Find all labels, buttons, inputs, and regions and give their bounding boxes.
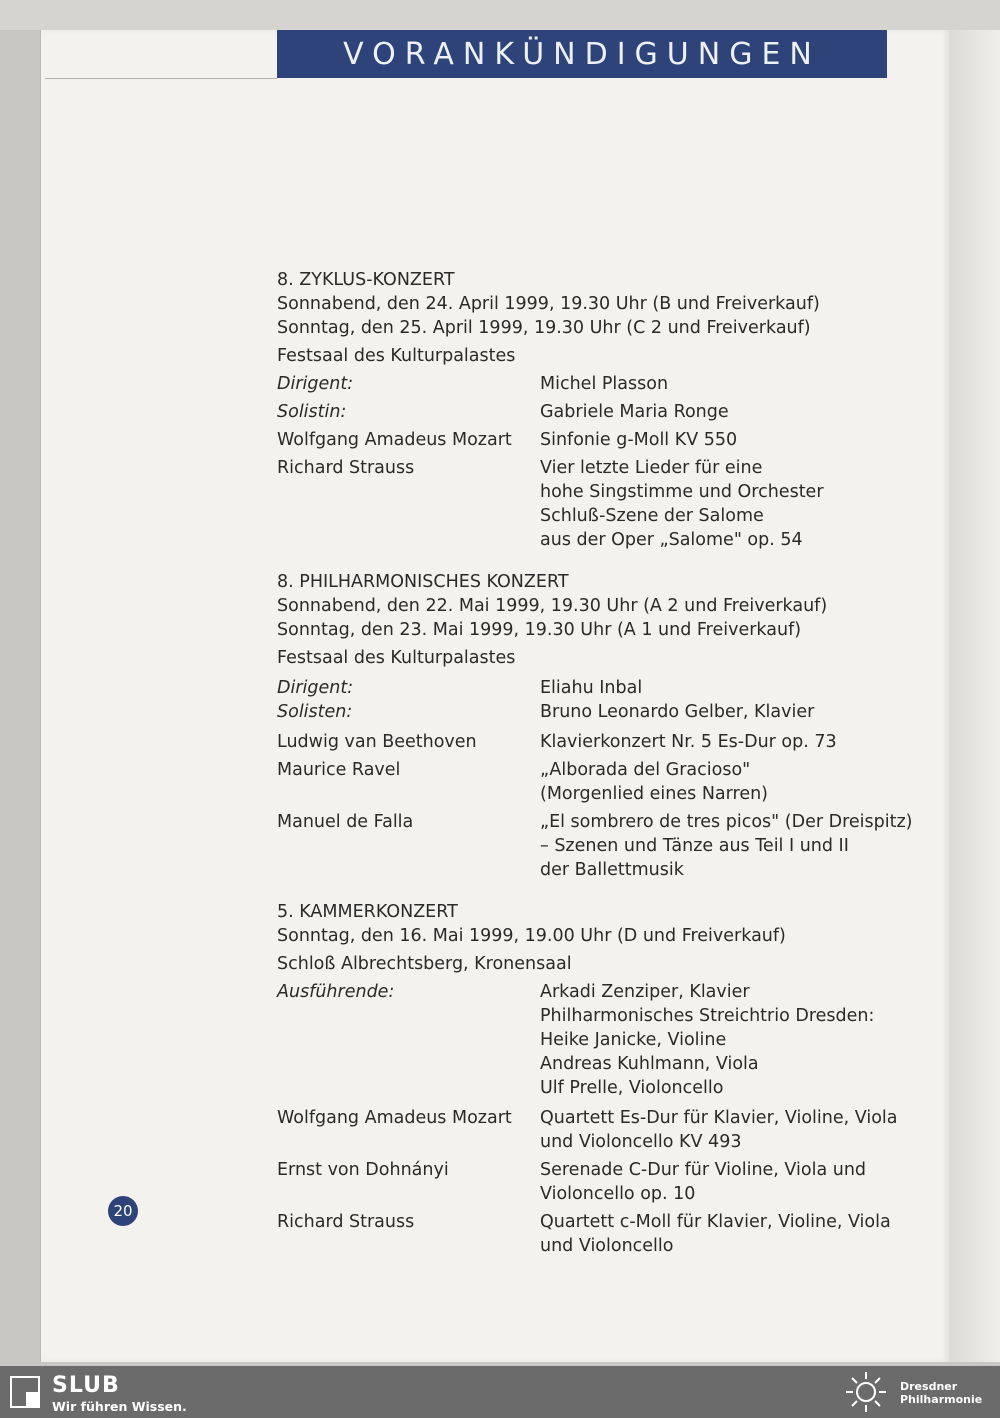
concert-date: Sonnabend, den 22. Mai 1999, 19.30 Uhr (A 2 und Freiverkauf)	[277, 596, 828, 616]
program-row	[277, 1234, 937, 1258]
concert-section	[277, 570, 937, 882]
program-row	[277, 1076, 937, 1100]
program-row	[277, 782, 937, 806]
partner-line: Dresdner	[900, 1380, 958, 1393]
composer-name: Ludwig van Beethoven	[277, 732, 477, 752]
composer-name: Wolfgang Amadeus Mozart	[277, 1108, 512, 1128]
work-title: „Alborada del Gracioso"	[540, 760, 751, 780]
program-row	[277, 980, 937, 1004]
work-title: Sinfonie g-Moll KV 550	[540, 430, 738, 450]
concert-venue: Festsaal des Kulturpalastes	[277, 648, 516, 668]
work-title: Vier letzte Lieder für eine	[540, 458, 763, 478]
scan-top-edge	[0, 0, 1000, 30]
page-number: 20	[113, 1202, 133, 1220]
program-row	[277, 700, 937, 724]
partner-name	[900, 1380, 982, 1406]
program-row	[277, 1106, 937, 1130]
concert-date: Sonntag, den 25. April 1999, 19.30 Uhr (C 2 und Freiverkauf)	[277, 318, 811, 338]
program-label: Dirigent:	[277, 678, 354, 698]
program-value: Bruno Leonardo Gelber, Klavier	[540, 702, 815, 722]
program-value: Gabriele Maria Ronge	[540, 402, 729, 422]
program-row	[277, 758, 937, 782]
program-label: Dirigent:	[277, 374, 354, 394]
announcements	[277, 268, 937, 1276]
work-title: Quartett Es-Dur für Klavier, Violine, Viola	[540, 1108, 898, 1128]
concert-venue: Festsaal des Kulturpalastes	[277, 346, 516, 366]
work-title: Schluß-Szene der Salome	[540, 506, 764, 526]
composer-name: Wolfgang Amadeus Mozart	[277, 430, 512, 450]
program-value: Eliahu Inbal	[540, 678, 643, 698]
next-page-edge	[948, 30, 1000, 1362]
work-title: und Violoncello KV 493	[540, 1132, 742, 1152]
concert-title: 5. KAMMERKONZERT	[277, 902, 458, 922]
composer-name: Maurice Ravel	[277, 760, 401, 780]
philharmonie-logo-icon[interactable]	[840, 1370, 892, 1414]
program-value: Arkadi Zenziper, Klavier	[540, 982, 750, 1002]
work-title: Quartett c-Moll für Klavier, Violine, Viola	[540, 1212, 891, 1232]
header-rule	[45, 78, 277, 79]
work-title: „El sombrero de tres picos" (Der Dreispitz)	[540, 812, 913, 832]
program-row	[277, 676, 937, 700]
program-row	[277, 504, 937, 528]
concert-section	[277, 268, 937, 552]
program-row	[277, 1182, 937, 1206]
work-title: (Morgenlied eines Narren)	[540, 784, 769, 804]
work-title: Violoncello op. 10	[540, 1184, 696, 1204]
concert-date: Sonntag, den 16. Mai 1999, 19.00 Uhr (D und Freiverkauf)	[277, 926, 786, 946]
program-row	[277, 480, 937, 504]
work-title: – Szenen und Tänze aus Teil I und II	[540, 836, 849, 856]
composer-name: Manuel de Falla	[277, 812, 414, 832]
program-label: Solisten:	[277, 702, 353, 722]
page-title: VORANKÜNDIGUNGEN	[343, 36, 821, 72]
work-title: und Violoncello	[540, 1236, 674, 1256]
program-row	[277, 1130, 937, 1154]
program-value: Ulf Prelle, Violoncello	[540, 1078, 724, 1098]
work-title: aus der Oper „Salome" op. 54	[540, 530, 803, 550]
program-label: Solistin:	[277, 402, 347, 422]
program-row	[277, 1004, 937, 1028]
work-title: hohe Singstimme und Orchester	[540, 482, 824, 502]
brochure-page	[40, 30, 949, 1362]
program-row	[277, 858, 937, 882]
concert-section	[277, 900, 937, 1258]
composer-name: Richard Strauss	[277, 1212, 415, 1232]
program-value: Andreas Kuhlmann, Viola	[540, 1054, 759, 1074]
program-row	[277, 834, 937, 858]
program-value: Michel Plasson	[540, 374, 669, 394]
concert-venue: Schloß Albrechtsberg, Kronensaal	[277, 954, 572, 974]
program-row	[277, 730, 937, 754]
library-name[interactable]: SLUB	[52, 1373, 120, 1398]
program-row	[277, 810, 937, 834]
program-row	[277, 1158, 937, 1182]
composer-name: Ernst von Dohnányi	[277, 1160, 449, 1180]
program-row	[277, 372, 937, 396]
program-row	[277, 1028, 937, 1052]
concert-title: 8. PHILHARMONISCHES KONZERT	[277, 572, 569, 592]
partner-line: Philharmonie	[900, 1393, 983, 1406]
program-row	[277, 400, 937, 424]
program-row	[277, 456, 937, 480]
concert-date: Sonntag, den 23. Mai 1999, 19.30 Uhr (A 1 und Freiverkauf)	[277, 620, 802, 640]
work-title: der Ballettmusik	[540, 860, 684, 880]
work-title: Klavierkonzert Nr. 5 Es-Dur op. 73	[540, 732, 837, 752]
work-title: Serenade C-Dur für Violine, Viola und	[540, 1160, 867, 1180]
program-value: Heike Janicke, Violine	[540, 1030, 727, 1050]
program-row	[277, 428, 937, 452]
program-label: Ausführende:	[277, 982, 395, 1002]
slub-logo-icon[interactable]	[10, 1376, 40, 1408]
program-value: Philharmonisches Streichtrio Dresden:	[540, 1006, 875, 1026]
page-header	[277, 30, 887, 78]
program-row	[277, 1210, 937, 1234]
program-row	[277, 1052, 937, 1076]
library-tagline: Wir führen Wissen.	[52, 1399, 187, 1414]
concert-title: 8. ZYKLUS-KONZERT	[277, 270, 455, 290]
page-number-badge	[108, 1196, 138, 1226]
concert-date: Sonnabend, den 24. April 1999, 19.30 Uhr (B und Freiverkauf)	[277, 294, 820, 314]
viewer-footer	[0, 1366, 1000, 1418]
program-row	[277, 528, 937, 552]
composer-name: Richard Strauss	[277, 458, 415, 478]
